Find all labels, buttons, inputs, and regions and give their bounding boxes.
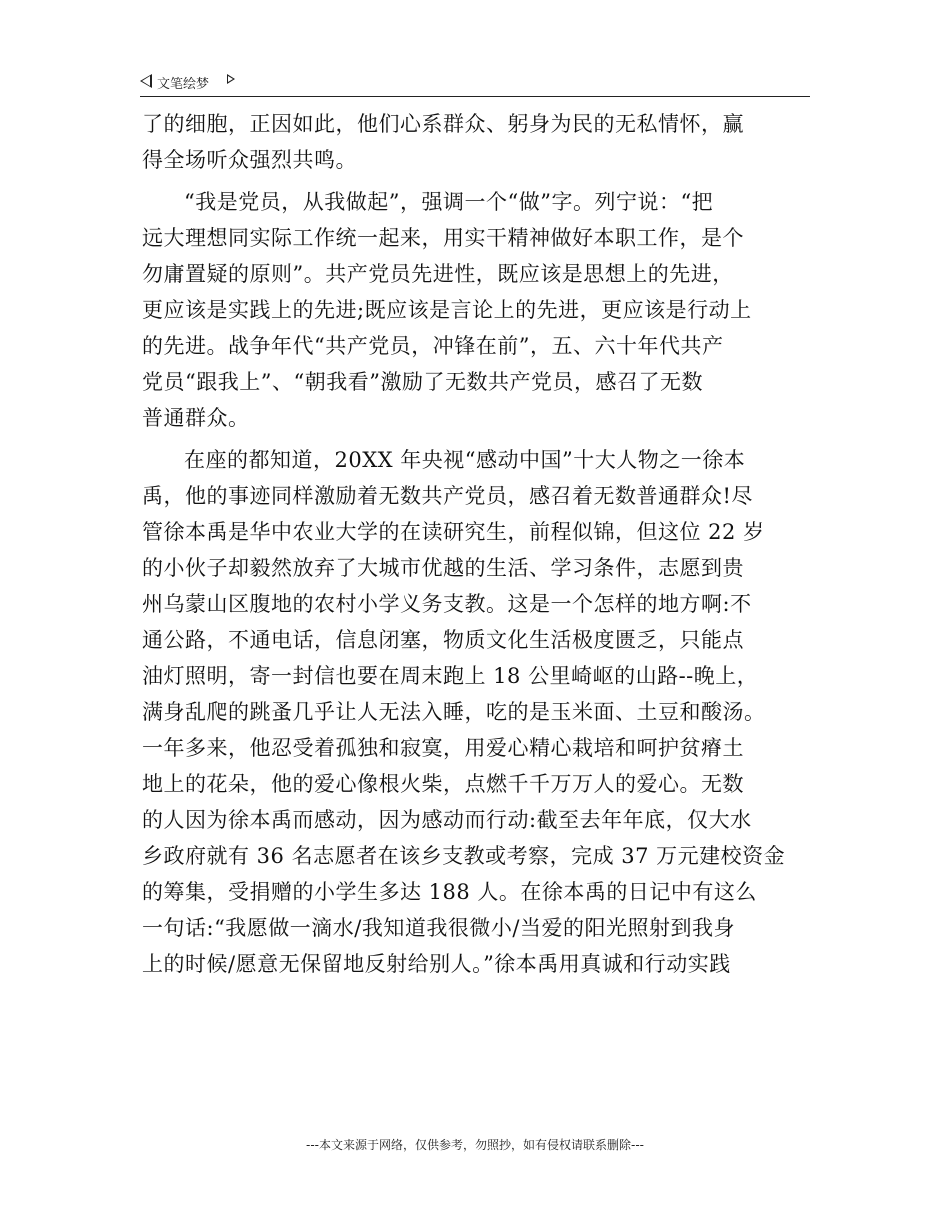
text-line: 的先进。战争年代“共产党员，冲锋在前”，五、六十年代共产 bbox=[142, 334, 724, 358]
text-line: 通公路，不通电话，信息闭塞，物质文化生活极度匮乏，只能点 bbox=[142, 628, 744, 652]
text-line: 的筹集，受捐赠的小学生多达 188 人。在徐本禹的日记中有这么 bbox=[142, 880, 757, 904]
text-line: “我是党员，从我做起”，强调一个“做”字。列宁说：“把 bbox=[184, 190, 714, 214]
paragraph-1 bbox=[142, 106, 810, 178]
text-line: 油灯照明，寄一封信也要在周末跑上 18 公里崎岖的山路--晚上， bbox=[142, 664, 759, 688]
text-line: 勿庸置疑的原则”。共产党员先进性，既应该是思想上的先进， bbox=[142, 262, 734, 286]
text-line: 在座的都知道，20XX 年央视“感动中国”十大人物之一徐本 bbox=[184, 448, 746, 472]
text-line: 管徐本禹是华中农业大学的在读研究生，前程似锦，但这位 22 岁 bbox=[142, 520, 765, 544]
page-footer: ---本文来源于网络，仅供参考，勿照抄，如有侵权请联系删除--- bbox=[306, 1138, 644, 1152]
text-line: 满身乱爬的跳蚤几乎让人无法入睡，吃的是玉米面、土豆和酸汤。 bbox=[142, 700, 766, 724]
text-line: 了的细胞，正因如此，他们心系群众、躬身为民的无私情怀，赢 bbox=[142, 112, 744, 136]
header-title: 文笔绘梦 bbox=[157, 77, 210, 92]
text-line: 乡政府就有 36 名志愿者在该乡支教或考察，完成 37 万元建校资金 bbox=[142, 844, 786, 868]
document-body bbox=[142, 106, 810, 982]
text-line: 一年多来，他忍受着孤独和寂寞，用爱心精心栽培和呵护贫瘠土 bbox=[142, 736, 744, 760]
text-line: 一句话:“我愿做一滴水/我知道我很微小/当爱的阳光照射到我身 bbox=[142, 916, 735, 940]
paragraph-2 bbox=[142, 184, 810, 436]
text-line: 的人因为徐本禹而感动，因为感动而行动:截至去年年底，仅大水 bbox=[142, 808, 752, 832]
text-line: 得全场听众强烈共鸣。 bbox=[142, 148, 357, 172]
text-line: 普通群众。 bbox=[142, 406, 250, 430]
text-line: 州乌蒙山区腹地的农村小学义务支教。这是一个怎样的地方啊:不 bbox=[142, 592, 752, 616]
text-line: 地上的花朵，他的爱心像根火柴，点燃千千万万人的爱心。无数 bbox=[142, 772, 744, 796]
text-line: 禹，他的事迹同样激励着无数共产党员，感召着无数普通群众!尽 bbox=[142, 484, 753, 508]
text-line: 的小伙子却毅然放弃了大城市优越的生活、学习条件，志愿到贵 bbox=[142, 556, 744, 580]
text-line: 更应该是实践上的先进;既应该是言论上的先进，更应该是行动上 bbox=[142, 298, 752, 322]
text-line: 党员“跟我上”、“朝我看”激励了无数共产党员，感召了无数 bbox=[142, 370, 703, 394]
triangle-left-icon bbox=[140, 74, 152, 88]
triangle-right-icon bbox=[227, 74, 235, 84]
text-line: 远大理想同实际工作统一起来，用实干精神做好本职工作，是个 bbox=[142, 226, 744, 250]
page-header bbox=[140, 72, 810, 97]
paragraph-3 bbox=[142, 442, 810, 982]
text-line: 上的时候/愿意无保留地反射给别人。”徐本禹用真诚和行动实践 bbox=[142, 952, 731, 976]
